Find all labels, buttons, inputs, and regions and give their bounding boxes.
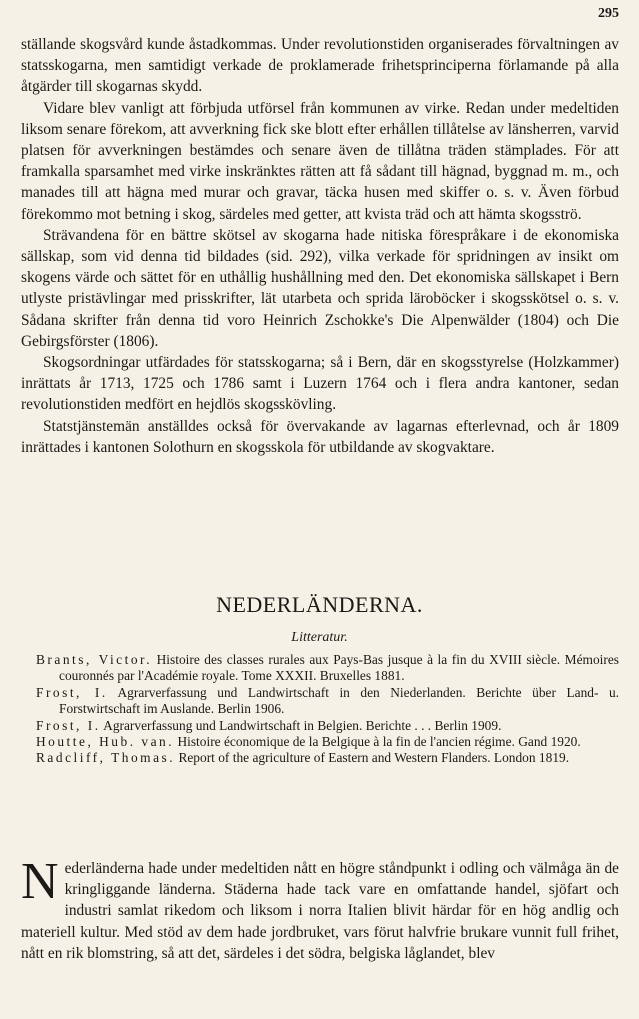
reference-text: Histoire des classes rurales aux Pays-Bas jusque à la fin du XVIII siècle. Mémoires couronnés par l'Académie royale. Tome XXXII. Bruxelles 1881. [59,652,619,684]
reference-item [36,652,619,685]
paragraph-1: ställande skogsvård kunde åstadkommas. Under revolutionstiden organiserades förvaltningen av statsskogarna, men samtidigt verkade de proklamerade frihetsprinciperna förlamande på alla åtgärder till skogarnas skydd. [21,36,619,96]
reference-item [36,734,619,750]
drop-cap: N [21,853,59,910]
reference-text: Agrarverfassung und Landwirtschaft in Belgien. Berichte . . . Berlin 1909. [103,717,502,733]
page-number: 295 [598,6,619,21]
closing-paragraph [21,853,619,964]
reference-author: Radcliff, Thomas. [36,750,176,766]
reference-author: Houtte, Hub. van. [36,734,175,750]
reference-author: Frost, I. [36,684,108,700]
paragraph-5: Statstjänstemän anställdes också för övervakande av lagarnas efterlevnad, och år 1809 inrättades i kantonen Solothurn en skogsskola för utbildande av skogvaktare. [21,417,619,456]
reference-item [36,718,619,734]
reference-text: Agrarverfassung und Landwirtschaft in den Niederlanden. Berichte über Land- u. Forstwirtschaft im Auslande. Berlin 1906. [59,684,619,717]
paragraph-3: Strävandena för en bättre skötsel av skogarna hade nitiska förespråkare i de ekonomiska sällskap, som vid denna tid bildades (sid. 292), vilka verkade för spridningen av insikt om skogens värde och sättet för en uthållig hushållning med den. Det ekonomiska sällskapet i Bern utlyste pristävlingar med prisskrifter, lät utarbeta och sprida läroböcker i skogsskötsel o. s. v. Sådana skrifter från denna tid voro Heinrich Zschokke's Die Alpenwälder (1804) och Die Gebirgsförster (1806). [21,226,619,350]
literature-heading: Litteratur. [291,630,348,645]
reference-author: Brants, Victor. [36,652,153,667]
reference-item [36,685,619,718]
closing-text: ederländerna hade under medeltiden nått en högre ståndpunkt i odling och välmåga än de kringliggande länderna. Städerna hade tack vare en omfattande handel, sjöfart och industri samlat rikedom och liksom i norra Italien blivit härdar för en hög andlig och materiell kultur. Med stöd av dem hade jordbruket, vars förut halvfrie brukare vunnit full frihet, nått en rik blomstring, så att det, särdeles i det södra, belgiska låglandet, blev [21,860,619,962]
reference-item [36,750,619,766]
section-title: NEDERLÄNDERNA. [216,592,423,617]
paragraph-4: Skogsordningar utfärdades för statsskogarna; så i Bern, där en skogsstyrelse (Holzkammer) inrättats år 1713, 1725 och 1786 samt i Luzern 1764 och i flera andra kantoner, sedan revolutionstiden medfört en hejdlös skogsskövling. [21,354,619,414]
body-text [21,34,619,458]
reference-text: Histoire économique de la Belgique à la fin de l'ancien régime. Gand 1920. [177,734,581,750]
reference-list [36,652,619,767]
reference-text: Report of the agriculture of Eastern and Western Flanders. London 1819. [178,750,570,766]
paragraph-2: Vidare blev vanligt att förbjuda utförsel från kommunen av virke. Redan under medeltiden liksom senare förekom, att avverkning fick ske blott efter erhållen tillåtelse av länsherren, varvid platsen för avverkningen bestämdes och senare även de tillåtna träden stämplades. För att framkalla sparsamhet med virke inskränktes rätten att få sådant till hägnad, byggnad m. m., och manades till att hägna med murar och gravar, täcka husen med skiffer o. s. v. Även förbud förekommo mot betning i skog, särdeles med getter, att kvista träd och att hämta skogsströ. [21,99,619,223]
reference-author: Frost, I. [36,717,101,733]
